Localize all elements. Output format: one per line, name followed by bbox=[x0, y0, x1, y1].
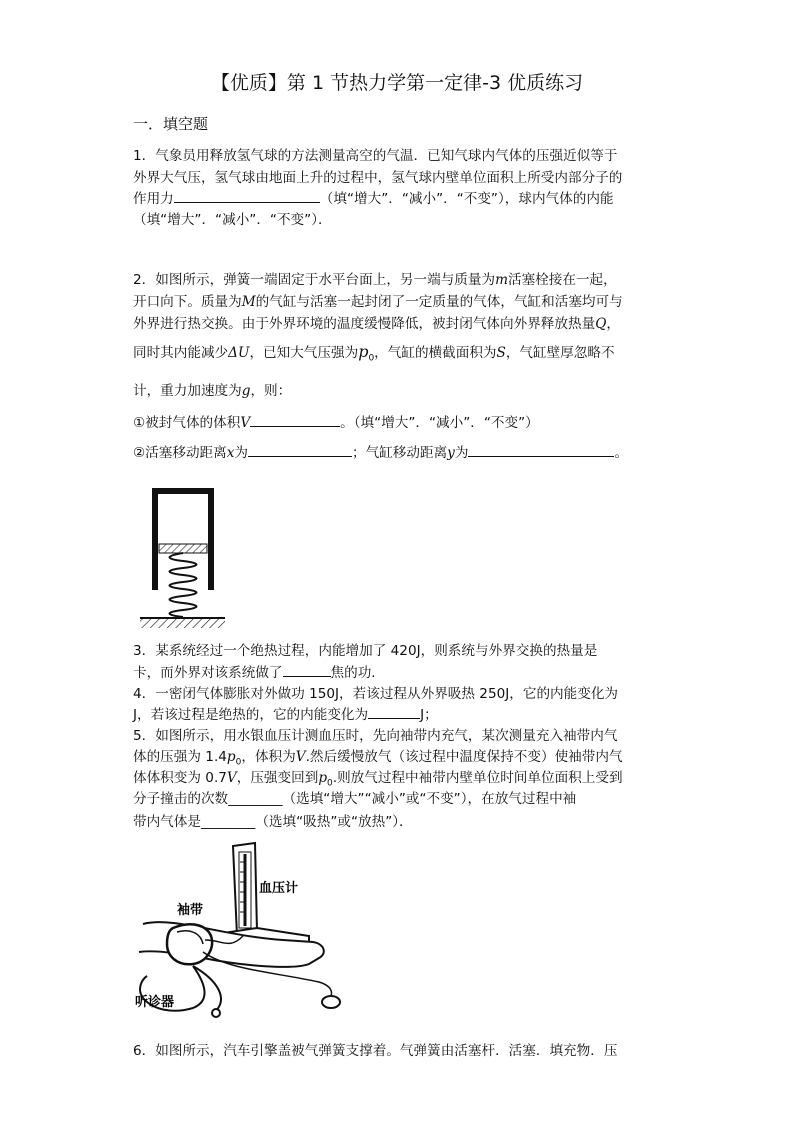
cuff bbox=[167, 924, 212, 964]
q1-line-3: 作用力 （填“增大”．“减小”．“不变”），球内气体的内能 bbox=[133, 191, 614, 207]
q2-subquestion-2: ②活塞移动距离x为 ；气缸移动距离y为 。 bbox=[133, 445, 629, 461]
stethoscope-chestpiece bbox=[212, 1009, 220, 1017]
spring-cylinder-figure bbox=[140, 485, 225, 630]
q5-blank-heat[interactable]: ________ bbox=[200, 814, 256, 830]
blood-pressure-figure bbox=[133, 840, 348, 1020]
q5-line-1: 5．如图所示，用水银血压计测血压时，先向袖带内充气，某次测量充入袖带内气 bbox=[133, 728, 618, 744]
q3-line-2: 卡，而外界对该系统做了 焦的功． bbox=[133, 665, 385, 681]
q5-line-4: 分子撞击的次数________（选填“增大”“减小”或“不变”），在放气过程中袖 bbox=[133, 791, 577, 807]
q6-line-1: 6．如图所示，汽车引擎盖被气弹簧支撑着。气弹簧由活塞杆．活塞．填充物．压 bbox=[133, 1043, 618, 1059]
q5-line-5: 带内气体是________（选填“吸热”或“放热”）． bbox=[133, 814, 413, 830]
q4-line-2: J，若该过程是绝热的，它的内能变化为 J； bbox=[133, 707, 438, 723]
q2-line-4: 同时其内能减少ΔU，已知大气压强为$p_0$，气缸的横截面积为S，气缸壁厚忽略不 bbox=[133, 342, 615, 364]
q1-line-2: 外界大气压，氢气球由地面上升的过程中，氢气球内壁单位面积上所受内部分子的 bbox=[133, 170, 623, 186]
q5-line-3: 体体积变为 0.7V，压强变回到$p_0$.则放气过程中袖带内壁单位时间单位面积上受到 bbox=[133, 770, 623, 789]
inflation-bulb bbox=[322, 996, 340, 1008]
label-cuff: 袖带 bbox=[177, 903, 204, 918]
q5-line-2: 体的压强为 $1.4p_0$，体积为V.然后缓慢放气（该过程中温度保持不变）使袖带内气 bbox=[133, 749, 623, 768]
q2-blank-y[interactable] bbox=[468, 443, 614, 457]
q3-line-1: 3．某系统经过一个绝热过程，内能增加了 420J，则系统与外界交换的热量是 bbox=[133, 643, 598, 659]
q4-line-1: 4．一密闭气体膨胀对外做功 150J，若该过程从外界吸热 250J，它的内能变化为 bbox=[133, 686, 619, 702]
ground-hatch bbox=[140, 619, 225, 628]
q2-line-5: 计，重力加速度为g，则： bbox=[133, 383, 292, 399]
spring bbox=[170, 553, 197, 617]
q3-blank-work[interactable] bbox=[283, 663, 331, 677]
label-stethoscope: 听诊器 bbox=[135, 995, 175, 1010]
q5-blank-collisions[interactable]: ________ bbox=[228, 791, 283, 807]
q1-line-1: 1．气象员用释放氢气球的方法测量高空的气温．已知气球内气体的压强近似等于 bbox=[133, 148, 618, 164]
q1-blank-1[interactable] bbox=[174, 189, 320, 203]
q2-blank-volume[interactable] bbox=[250, 413, 340, 427]
q1-line-4: （填“增大”．“减小”．“不变”）． bbox=[133, 212, 332, 228]
q2-subquestion-1: ①被封气体的体积V 。（填“增大”．“减小”．“不变”） bbox=[133, 415, 539, 431]
label-manometer: 血压计 bbox=[259, 881, 299, 896]
q4-blank-adiabatic[interactable] bbox=[368, 705, 420, 719]
q2-line-1: 2．如图所示，弹簧一端固定于水平台面上，另一端与质量为m活塞栓接在一起， bbox=[133, 272, 617, 288]
q2-line-2: 开口向下。质量为M的气缸与活塞一起封闭了一定质量的气体，气缸和活塞均可与 bbox=[133, 294, 623, 310]
section-heading: 一．填空题 bbox=[133, 115, 209, 133]
q2-line-3: 外界进行热交换。由于外界环境的温度缓慢降低，被封闭气体向外界释放热量Q， bbox=[133, 316, 620, 332]
page-title: 【优质】第 1 节热力学第一定律-3 优质练习 bbox=[210, 72, 584, 94]
q2-blank-x[interactable] bbox=[248, 443, 352, 457]
piston bbox=[159, 544, 207, 553]
